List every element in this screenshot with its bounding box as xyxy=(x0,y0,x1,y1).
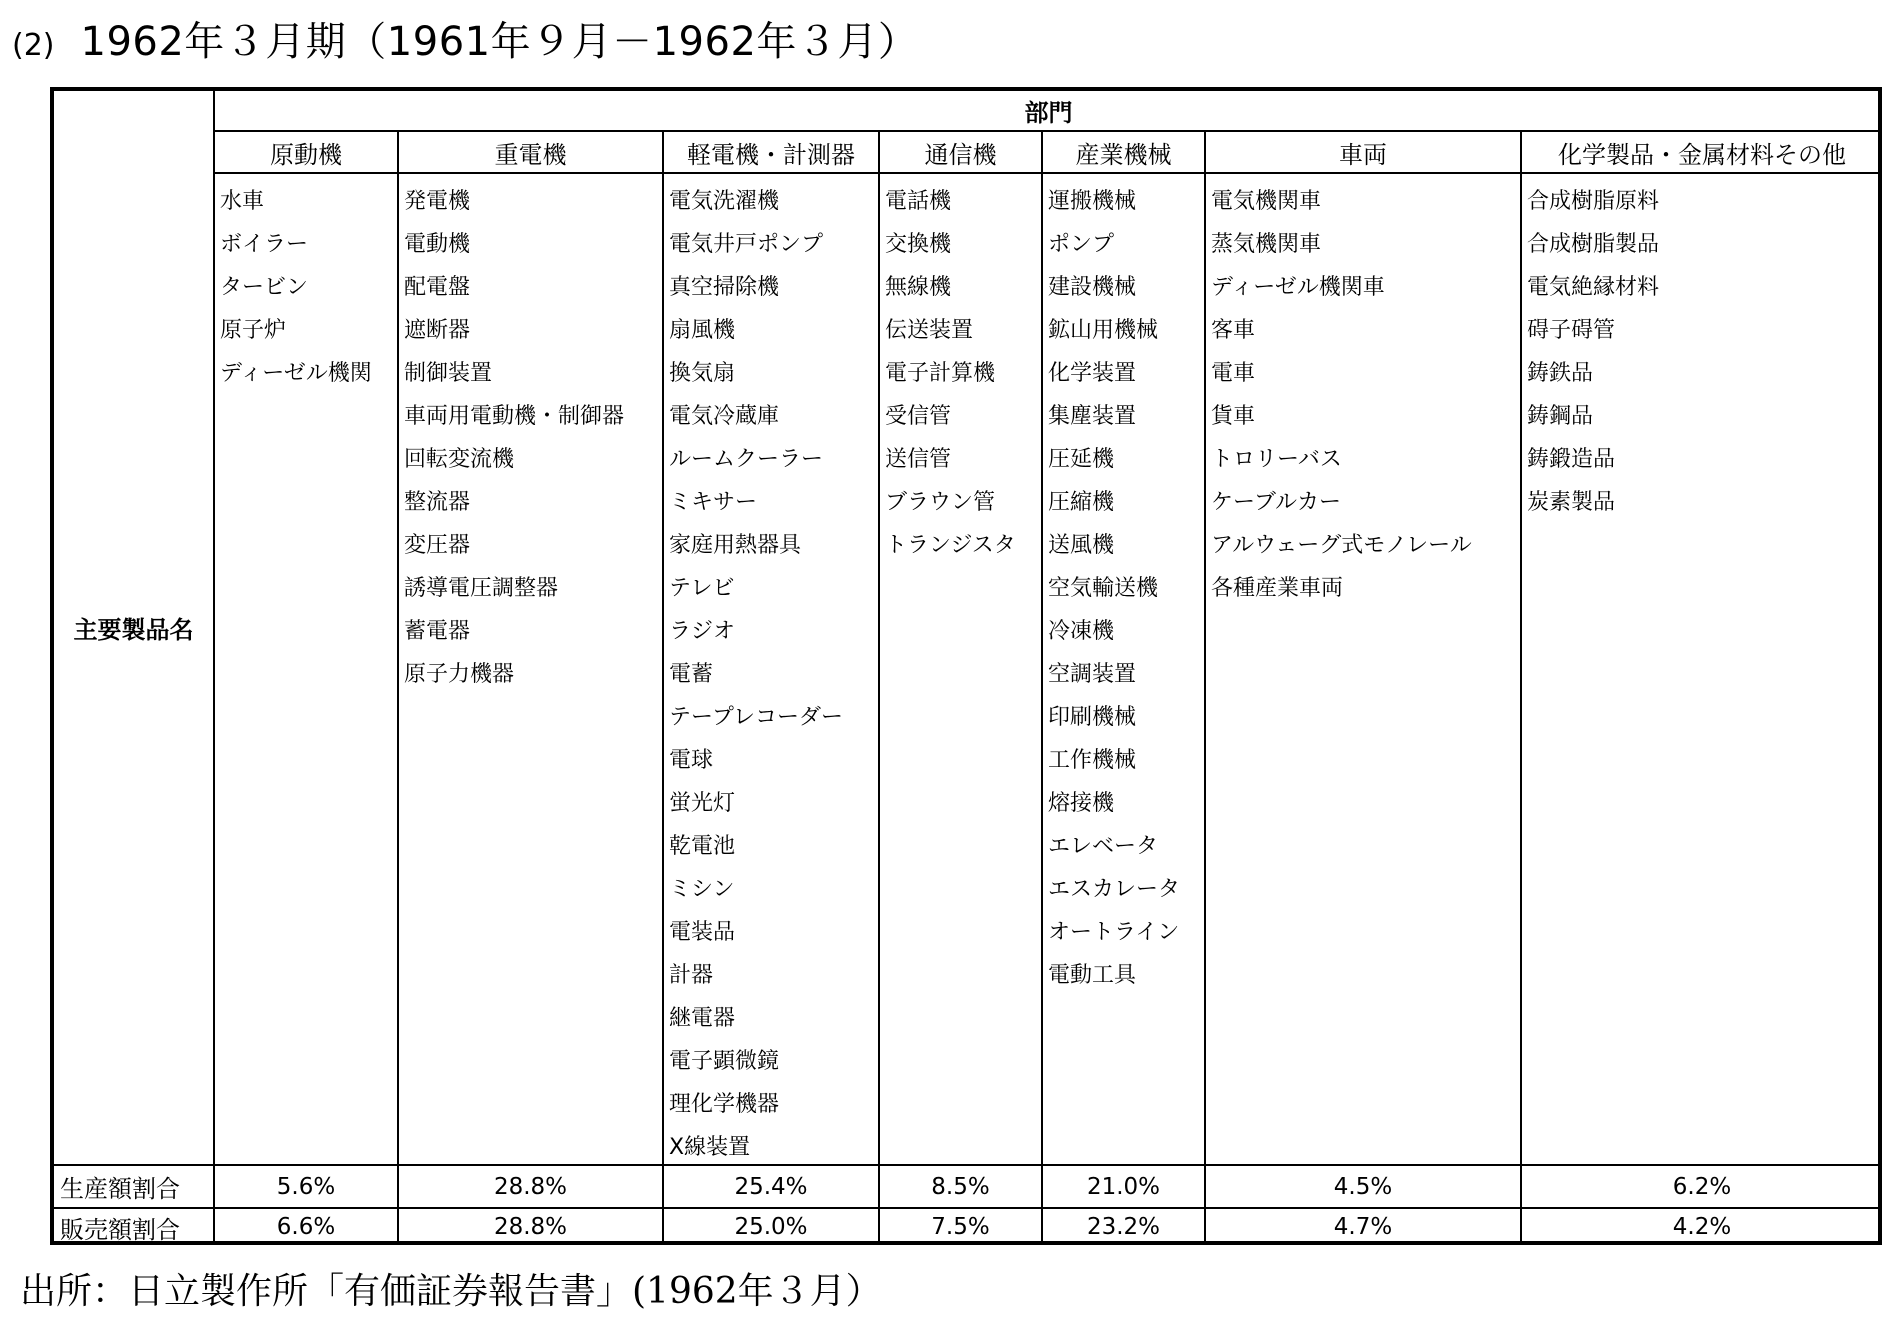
product-item: 乾電池 xyxy=(669,834,736,859)
product-item: 換気扇 xyxy=(669,361,736,386)
product-item: 継電器 xyxy=(669,1006,736,1031)
product-item: 電動工具 xyxy=(1048,963,1137,988)
source-note: 出所：日立製作所「有価証券報告書」(1962年３月） xyxy=(20,1271,882,1312)
product-item: トランジスタ xyxy=(885,533,1016,558)
group-header-department: 部門 xyxy=(1024,99,1073,127)
product-item: 電子顕微鏡 xyxy=(669,1049,780,1074)
product-list-prime-movers xyxy=(215,180,397,395)
product-item: 理化学機器 xyxy=(669,1092,780,1117)
product-item: ブラウン管 xyxy=(885,490,996,515)
production-share-value: 4.5% xyxy=(1333,1173,1393,1200)
column-header-heavy-electric: 重電機 xyxy=(494,140,567,169)
product-item: 電子計算機 xyxy=(885,361,996,386)
product-item: ミシン xyxy=(669,877,735,902)
product-item: 客車 xyxy=(1211,318,1256,343)
product-item: 電球 xyxy=(669,748,714,773)
column-header-industrial-machinery: 産業機械 xyxy=(1075,140,1172,169)
product-item: 水車 xyxy=(220,189,265,214)
product-item: タービン xyxy=(220,275,309,300)
production-share-value: 8.5% xyxy=(931,1173,990,1200)
product-item: 無線機 xyxy=(885,275,952,300)
production-share-value: 28.8% xyxy=(493,1173,568,1200)
product-item: 回転変流機 xyxy=(404,447,515,472)
product-item: 整流器 xyxy=(404,490,471,515)
product-item: 車両用電動機・制御器 xyxy=(404,404,625,429)
product-list-industrial-machinery xyxy=(1043,180,1204,997)
product-item: 電車 xyxy=(1211,361,1256,386)
production-share-value: 21.0% xyxy=(1086,1173,1161,1200)
product-item: 合成樹脂原料 xyxy=(1527,189,1660,214)
section-number: (2) xyxy=(12,28,55,63)
row-label-sales-share: 販売額割合 xyxy=(60,1215,180,1244)
product-item: ポンプ xyxy=(1048,232,1115,257)
product-item: 蒸気機関車 xyxy=(1211,232,1322,257)
product-item: 送風機 xyxy=(1048,533,1115,558)
product-item: 運搬機械 xyxy=(1048,189,1137,214)
product-item: エレベータ xyxy=(1048,834,1159,859)
product-item: 熔接機 xyxy=(1048,791,1115,816)
product-item: 真空掃除機 xyxy=(669,275,780,300)
sales-share-value: 7.5% xyxy=(931,1214,990,1240)
product-item: ルームクーラー xyxy=(669,447,824,472)
product-item: 変圧器 xyxy=(404,533,471,558)
product-item: 家庭用熱器具 xyxy=(669,533,802,558)
product-item: 遮断器 xyxy=(404,318,471,343)
product-item: 鋳鍛造品 xyxy=(1527,447,1616,472)
product-item: テレビ xyxy=(669,576,735,601)
product-item: 電蓄 xyxy=(669,662,714,687)
product-item: X線装置 xyxy=(669,1135,751,1160)
product-item: 伝送装置 xyxy=(885,318,974,343)
row-label-production-share: 生産額割合 xyxy=(60,1175,180,1203)
product-item: 空調装置 xyxy=(1048,662,1137,687)
product-item: ケーブルカー xyxy=(1211,490,1342,515)
product-item: ボイラー xyxy=(220,232,309,257)
grid-line xyxy=(214,172,1882,174)
product-item: 冷凍機 xyxy=(1048,619,1115,644)
product-list-vehicles xyxy=(1206,180,1520,610)
product-item: トロリーバス xyxy=(1211,447,1342,472)
product-item: 圧縮機 xyxy=(1048,490,1115,515)
column-header-chemicals-metals: 化学製品・金属材料その他 xyxy=(1558,140,1846,169)
product-item: 電話機 xyxy=(885,189,952,214)
page-title xyxy=(12,10,918,70)
row-header-main-products: 主要製品名 xyxy=(73,616,194,644)
product-item: 各種産業車両 xyxy=(1211,576,1344,601)
product-item: 電気井戸ポンプ xyxy=(669,232,824,257)
product-item: 鉱山用機械 xyxy=(1048,318,1159,343)
sales-share-value: 6.6% xyxy=(276,1214,336,1240)
product-item: ディーゼル機関 xyxy=(220,361,372,386)
product-item: 蛍光灯 xyxy=(669,791,736,816)
production-share-value: 5.6% xyxy=(276,1173,336,1200)
product-item: 電気洗濯機 xyxy=(669,189,780,214)
product-item: 貨車 xyxy=(1211,404,1256,429)
column-header-prime-movers: 原動機 xyxy=(270,140,342,169)
product-item: 碍子碍管 xyxy=(1527,318,1616,343)
product-item: テープレコーダー xyxy=(669,705,844,730)
product-item: アルウェーグ式モノレール xyxy=(1211,533,1472,558)
sales-share-value: 25.0% xyxy=(734,1214,808,1240)
product-list-communications xyxy=(880,180,1041,567)
product-item: 電装品 xyxy=(669,920,736,945)
product-item: 電気冷蔵庫 xyxy=(669,404,780,429)
sales-share-value: 23.2% xyxy=(1086,1214,1161,1240)
product-item: 空気輸送機 xyxy=(1048,576,1159,601)
production-share-value: 6.2% xyxy=(1672,1173,1732,1200)
product-item: 電気絶縁材料 xyxy=(1527,275,1660,300)
product-item: 印刷機械 xyxy=(1048,705,1137,730)
product-item: 原子炉 xyxy=(220,318,287,343)
sales-share-value: 4.2% xyxy=(1672,1214,1732,1240)
product-item: 交換機 xyxy=(885,232,952,257)
column-header-vehicles: 車両 xyxy=(1339,140,1387,169)
title-text: 1962年３月期（1961年９月－1962年３月） xyxy=(80,19,919,65)
product-item: 原子力機器 xyxy=(404,662,515,687)
product-item: 扇風機 xyxy=(669,318,736,343)
product-item: 配電盤 xyxy=(404,275,471,300)
product-item: 計器 xyxy=(669,963,714,988)
product-item: 送信管 xyxy=(885,447,952,472)
product-item: 蓄電器 xyxy=(404,619,471,644)
product-item: オートライン xyxy=(1048,920,1180,945)
product-item: 制御装置 xyxy=(404,361,493,386)
product-item: 鋳鉄品 xyxy=(1527,361,1594,386)
product-item: 電動機 xyxy=(404,232,471,257)
product-item: ラジオ xyxy=(669,619,736,644)
sales-share-value: 28.8% xyxy=(493,1214,568,1240)
product-item: 誘導電圧調整器 xyxy=(404,576,559,601)
product-item: 合成樹脂製品 xyxy=(1527,232,1660,257)
product-item: 建設機械 xyxy=(1048,275,1137,300)
product-list-chemicals-metals xyxy=(1522,180,1882,524)
product-list-light-electric xyxy=(664,180,878,1169)
product-list-heavy-electric xyxy=(399,180,662,696)
product-item: 圧延機 xyxy=(1048,447,1115,472)
product-table xyxy=(50,87,1882,1245)
production-share-value: 25.4% xyxy=(734,1173,808,1200)
product-item: 発電機 xyxy=(404,189,471,214)
product-item: 工作機械 xyxy=(1048,748,1137,773)
product-item: 電気機関車 xyxy=(1211,189,1322,214)
product-item: 鋳鋼品 xyxy=(1527,404,1594,429)
column-header-light-electric: 軽電機・計測器 xyxy=(687,140,855,169)
product-item: 化学装置 xyxy=(1048,361,1137,386)
product-item: ディーゼル機関車 xyxy=(1211,275,1385,300)
product-item: ミキサー xyxy=(669,490,758,515)
column-header-communications: 通信機 xyxy=(924,140,997,169)
product-item: 受信管 xyxy=(885,404,952,429)
product-item: エスカレータ xyxy=(1048,877,1181,902)
product-item: 集塵装置 xyxy=(1048,404,1137,429)
product-item: 炭素製品 xyxy=(1527,490,1616,515)
sales-share-value: 4.7% xyxy=(1333,1214,1393,1240)
